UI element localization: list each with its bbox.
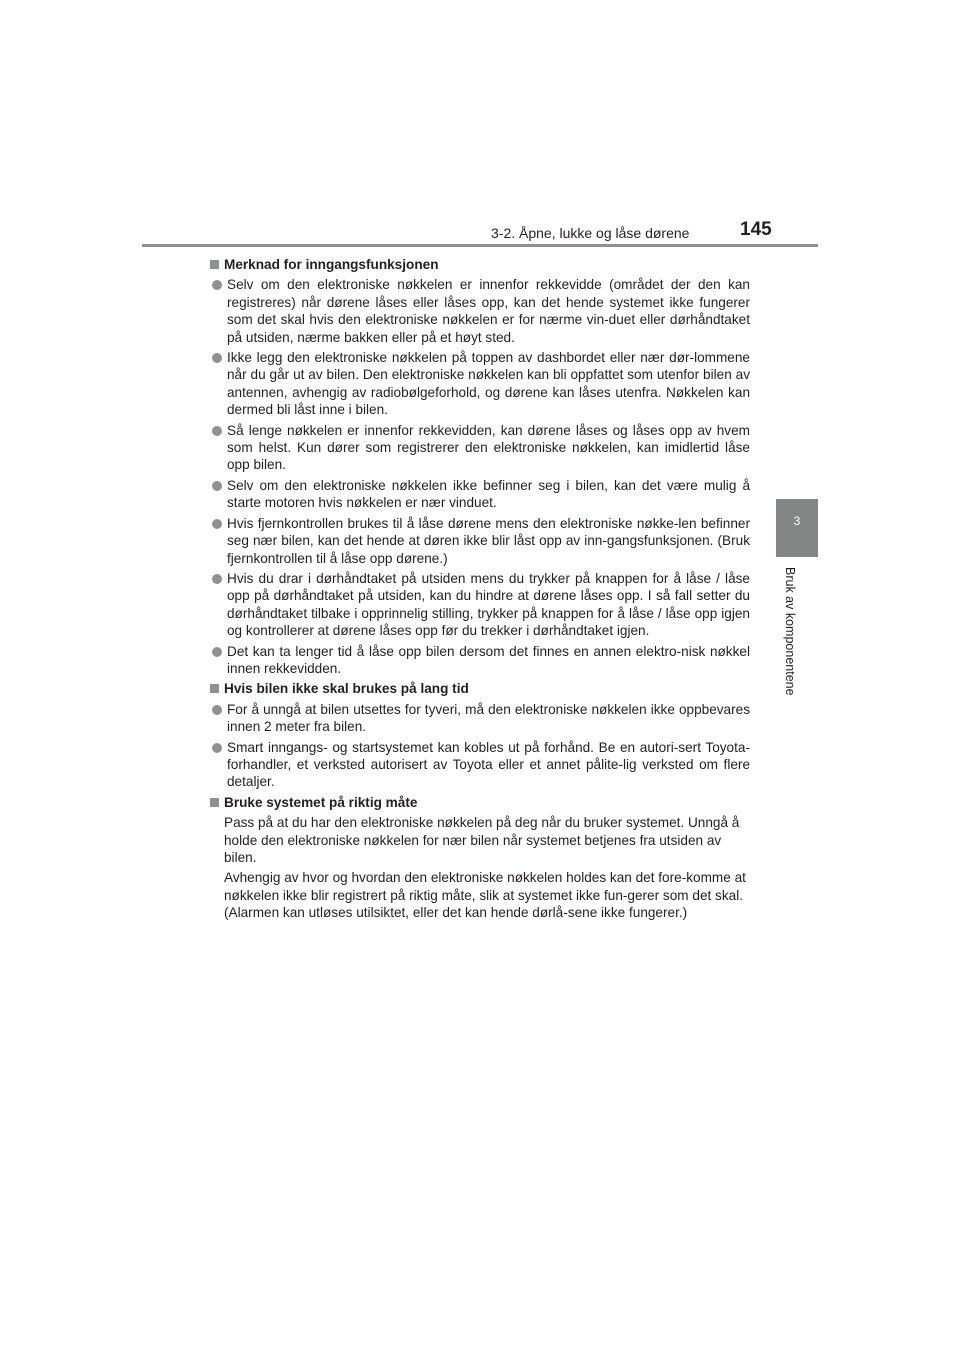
square-bullet-icon [210, 798, 219, 807]
circle-bullet-icon [212, 519, 222, 529]
square-bullet-icon [210, 260, 219, 269]
paragraph: Pass på at du har den elektroniske nøkkelen på deg når du bruker systemet. Unngå å holde den elektroniske nøkkelen for nær bilen når systemet betjenes fra utsiden av bilen. [224, 815, 740, 865]
section-heading-text: Hvis bilen ikke skal brukes på lang tid [224, 681, 469, 697]
chapter-number: 3 [793, 514, 801, 528]
section-heading-text: Bruke systemet på riktig måte [224, 794, 418, 810]
list-item [210, 477, 750, 512]
list-item-text: Ikke legg den elektroniske nøkkelen på toppen av dashbordet eller nær dør-lommene når du går ut av bilen. Den elektroniske nøkkelen kan bli oppfattet som utenfor bilen av antennen, avhengig av radiobølgeforhold, og dørene kan låses utenfra. Nøkkelen kan dermed bli låst inne i bilen. [227, 350, 750, 418]
list-item-text: Selv om den elektroniske nøkkelen er innenfor rekkevidde (området der den kan registreres) når dørene låses eller låses opp, kan det hende systemet ikke fungerer som det skal hvis den elektroniske nøkkelen er for nærme vin-duet eller dørhåndtaket på utsiden, nærme bakken eller på et høyt sted. [227, 277, 750, 345]
list-item-text: Hvis fjernkontrollen brukes til å låse dørene mens den elektroniske nøkke-len befinner seg nær bilen, kan det hende at døren ikke blir låst opp av inn-gangsfunksjonen. (Bruk fjernkontrollen til å låse opp dørene.) [227, 515, 750, 566]
list-item [210, 515, 750, 567]
header-divider [142, 244, 818, 247]
circle-bullet-icon [212, 743, 222, 753]
list-item [210, 276, 750, 346]
circle-bullet-icon [212, 353, 222, 363]
section-heading-text: Merknad for inngangsfunksjonen [224, 257, 439, 272]
list-item [210, 570, 750, 640]
circle-bullet-icon [212, 647, 222, 657]
circle-bullet-icon [212, 574, 222, 584]
paragraph: Avhengig av hvor og hvordan den elektroniske nøkkelen holdes kan det fore-komme at nøkkelen ikke blir registrert på riktig måte, slik at systemet ikke fun-gerer som det skal. (Alarmen kan utløses utilsiktet, eller det kan hende dørlå-sene ikke fungerer.) [224, 870, 746, 921]
chapter-label: Bruk av komponentene [783, 567, 797, 696]
list-item-text: For å unngå at bilen utsettes for tyveri, må den elektroniske nøkkelen ikke oppbevares innen 2 meter fra bilen. [227, 701, 750, 735]
circle-bullet-icon [212, 280, 222, 290]
section-heading [210, 680, 750, 697]
list-item [210, 349, 750, 419]
square-bullet-icon [210, 684, 219, 693]
page-number: 145 [740, 219, 772, 240]
list-item-text: Smart inngangs- og startsystemet kan kobles ut på forhånd. Be en autori-sert Toyota-forhandler, et verksted autorisert av Toyota eller et annet pålite-lig verksted om flere detaljer. [227, 739, 750, 790]
circle-bullet-icon [212, 481, 222, 491]
circle-bullet-icon [212, 705, 222, 715]
section-heading [210, 256, 750, 273]
chapter-tab [776, 499, 818, 557]
list-item [210, 422, 750, 474]
list-item-text: Så lenge nøkkelen er innenfor rekkevidden, kan dørene låses og låses opp av hvem som helst. Kun dører som registrerer den elektroniske nøkkelen, kan imidlertid låse opp bilen. [227, 422, 750, 473]
list-item-text: Selv om den elektroniske nøkkelen ikke befinner seg i bilen, kan det være mulig å starte motoren hvis nøkkelen er nær vinduet. [227, 477, 750, 511]
list-item [210, 739, 750, 791]
circle-bullet-icon [212, 426, 222, 436]
list-item [210, 701, 750, 736]
main-content [210, 256, 750, 925]
list-item [210, 643, 750, 678]
list-item-text: Det kan ta lenger tid å låse opp bilen dersom det finnes en annen elektro-nisk nøkkel innen rekkevidden. [227, 643, 750, 676]
list-item-text: Hvis du drar i dørhåndtaket på utsiden mens du trykker på knappen for å låse / låse opp på dørhåndtaket på utsiden, kan du hindre at dørene låses opp. I så fall setter du dørhåndtaket tilbake i opprinnelig stilling, trykker på knappen for å låse / låse opp igjen og kontrollerer at dørene låses opp før du trekker i dørhåndtaket igjen. [227, 570, 750, 639]
section-heading [210, 794, 750, 811]
header-section-title: 3-2. Åpne, lukke og låse dørene [491, 225, 690, 241]
